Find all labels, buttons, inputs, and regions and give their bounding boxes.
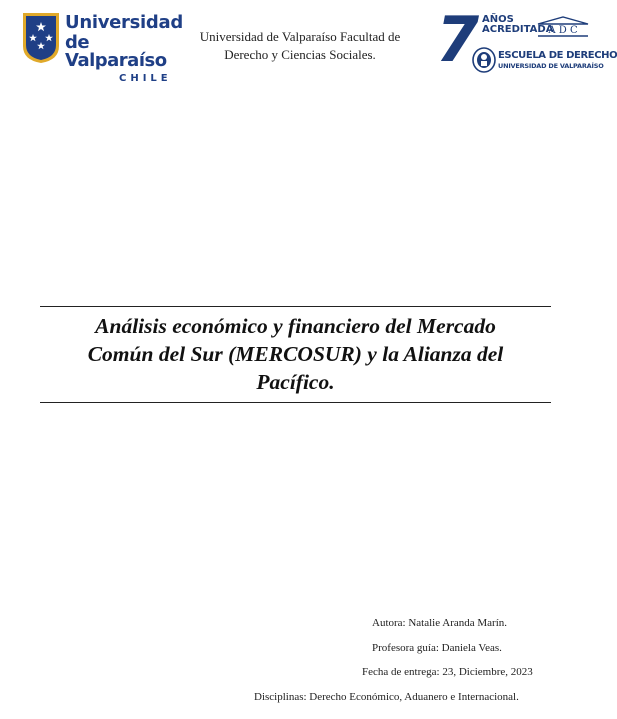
document-title xyxy=(40,312,551,396)
escuela-derecho-accreditation-logo xyxy=(436,3,617,83)
faculty-header-line2: Derecho y Ciencias Sociales. xyxy=(224,47,376,62)
school-name: ESCUELA DE DERECHO xyxy=(498,50,617,61)
building-icon xyxy=(534,16,592,38)
title-bottom-rule xyxy=(40,402,551,403)
adc-text: A D C xyxy=(548,25,578,36)
professor-line: Profesora guía: Daniela Veas. xyxy=(372,642,502,654)
title-line1: Análisis económico y financiero del Mercado xyxy=(95,314,496,338)
disciplines-line: Disciplinas: Derecho Económico, Aduanero e Internacional. xyxy=(254,691,519,703)
faculty-header xyxy=(182,28,418,64)
logo-text-valparaiso: de Valparaíso xyxy=(65,32,167,71)
accreditation-years-number: 7 xyxy=(436,3,476,76)
seal-icon xyxy=(472,47,496,73)
shield-icon xyxy=(22,12,60,64)
title-line3: Pacífico. xyxy=(256,370,335,394)
school-university: UNIVERSIDAD DE VALPARAÍSO xyxy=(498,62,604,70)
logo-text-chile: CHILE xyxy=(119,73,172,84)
accreditation-anos: AÑOS xyxy=(482,14,514,25)
logo-text-universidad: Universidad xyxy=(65,12,183,33)
universidad-valparaiso-logo xyxy=(20,10,183,84)
author-line: Autora: Natalie Aranda Marín. xyxy=(372,617,508,629)
title-top-rule xyxy=(40,306,551,307)
escuela-block xyxy=(472,47,617,79)
accreditation-acreditada: ACREDITADA xyxy=(482,24,554,35)
delivery-date-line: Fecha de entrega: 23, Diciembre, 2023 xyxy=(362,666,533,678)
adc-badge xyxy=(534,16,592,38)
faculty-header-line1: Universidad de Valparaíso Facultad de xyxy=(199,29,401,44)
title-line2: Común del Sur (MERCOSUR) y la Alianza del xyxy=(87,342,504,366)
